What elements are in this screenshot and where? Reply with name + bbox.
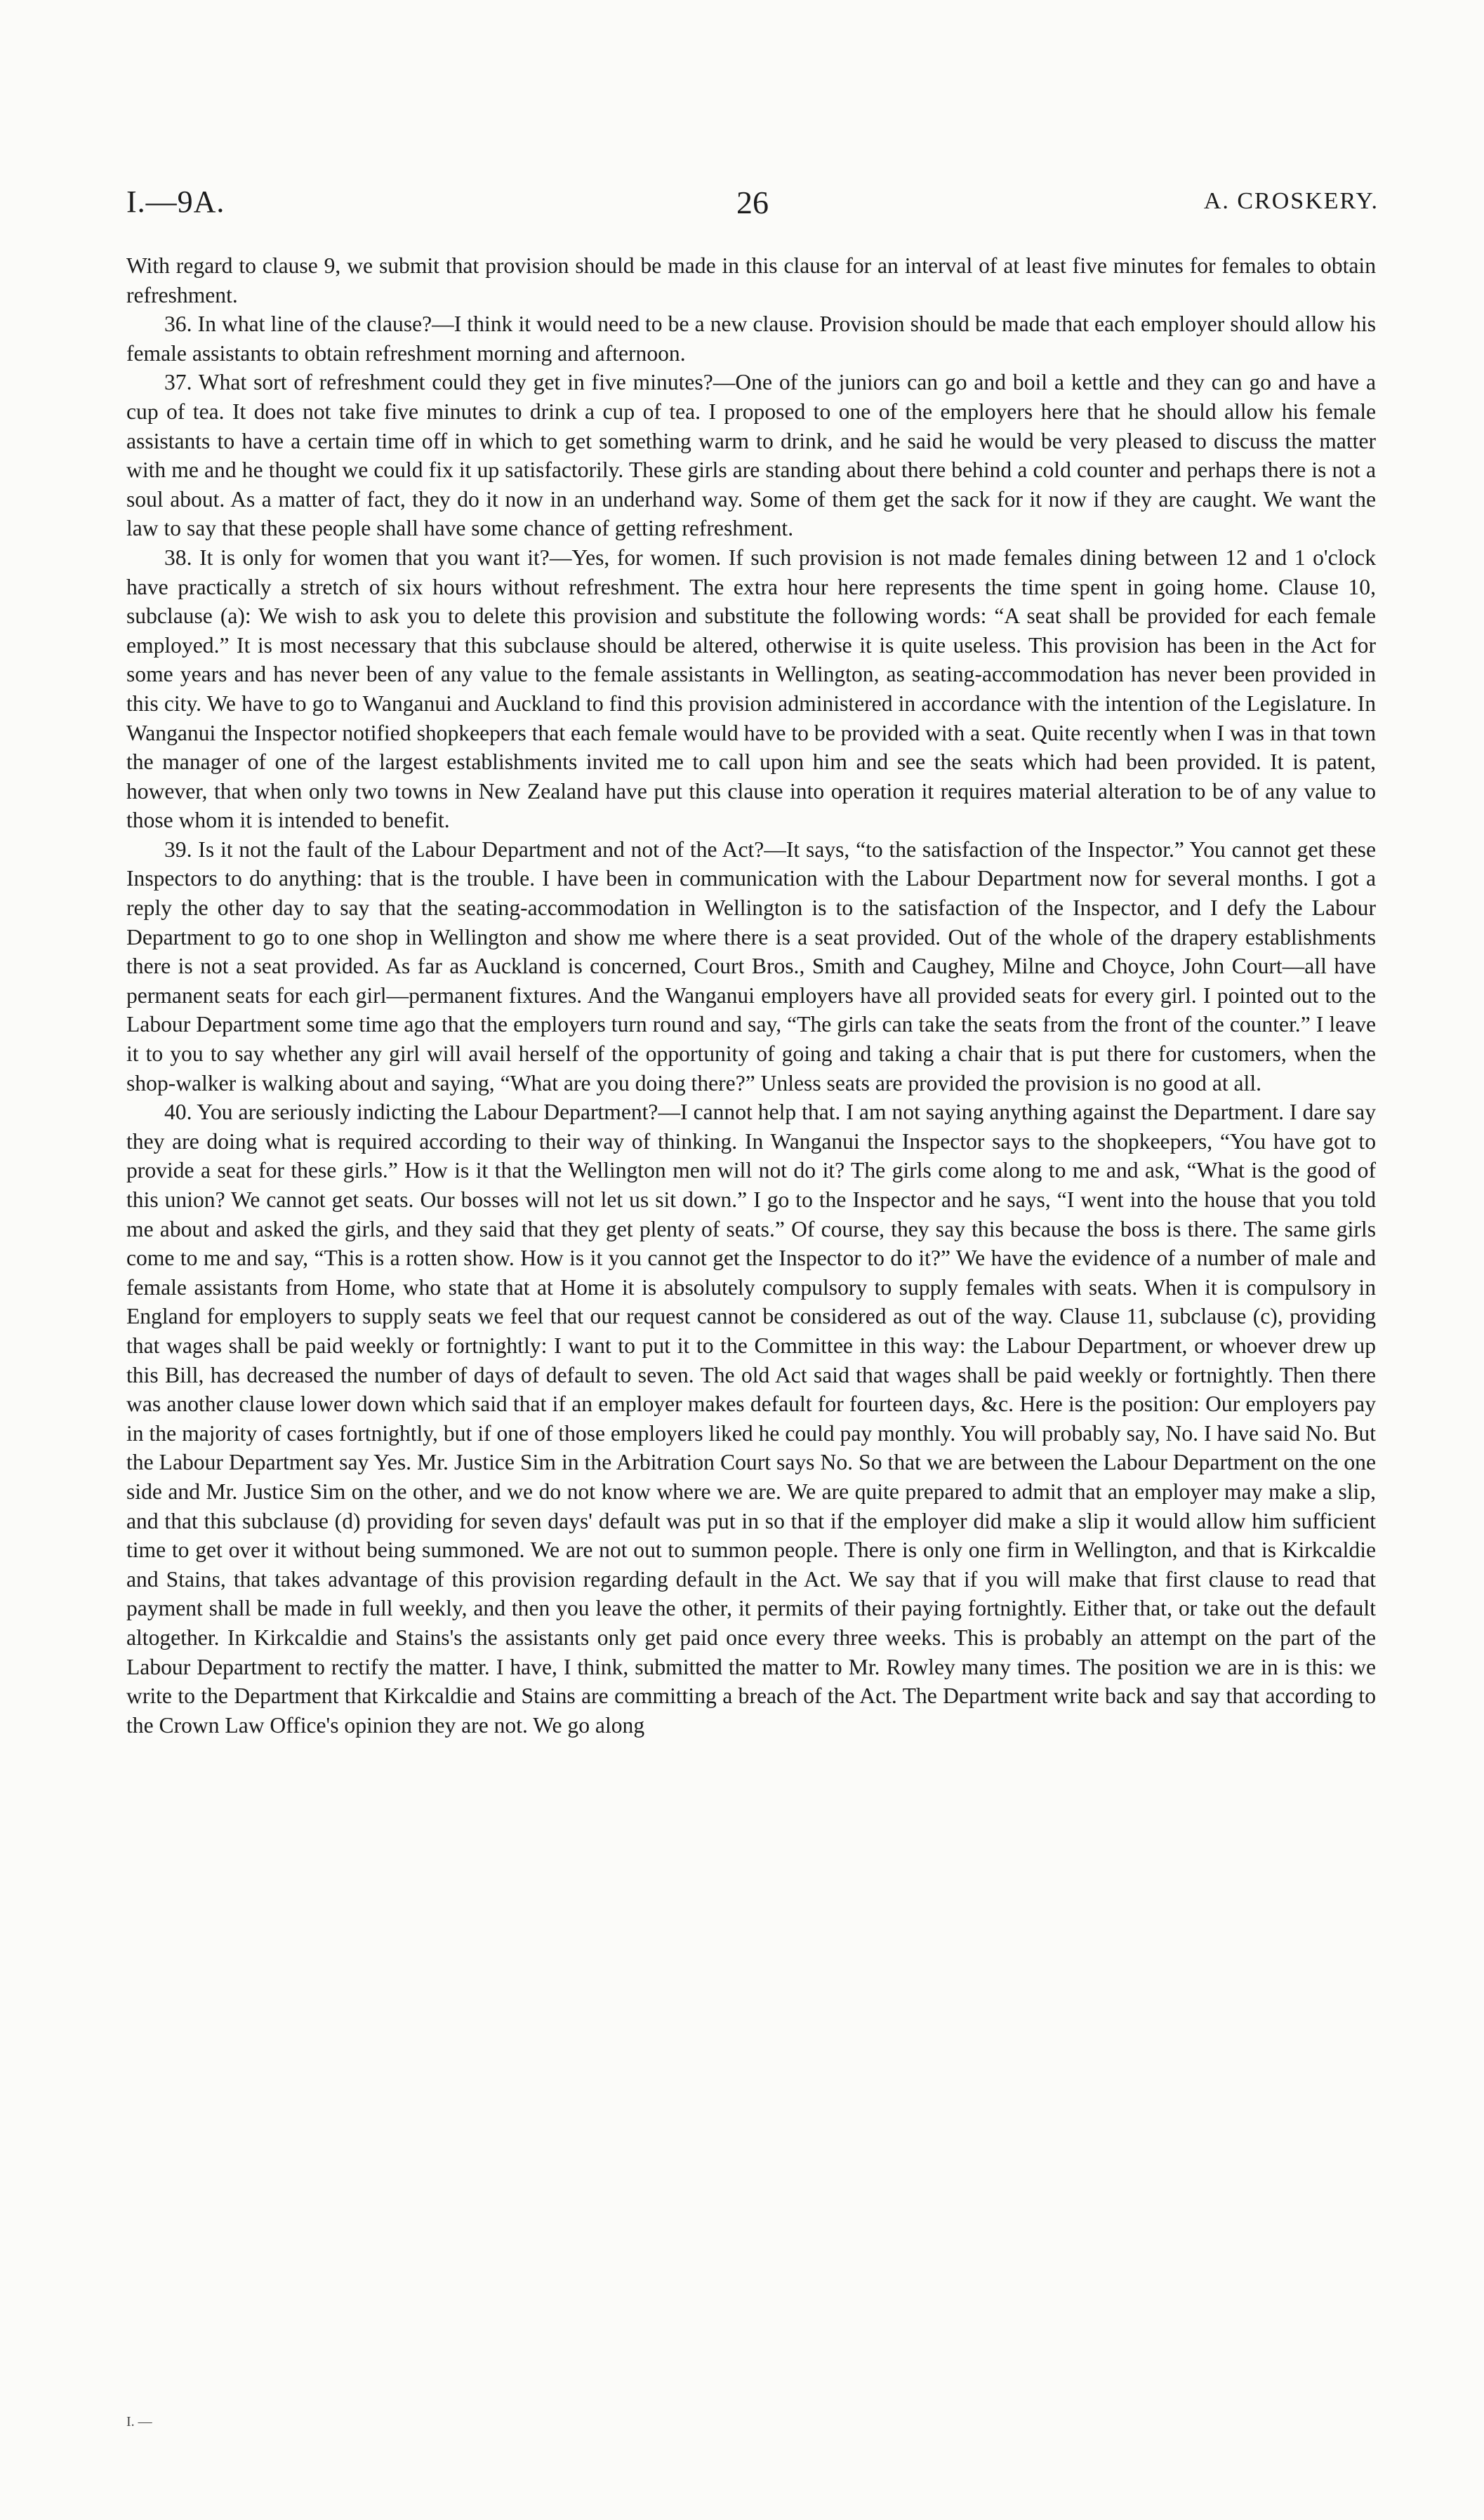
witness-name: A. CROSKERY.: [1203, 188, 1379, 214]
paragraph-37: 37. What sort of refreshment could they get in five minutes?—One of the juniors can go and boil a kettle and they can go and have a cup of tea. It does not take five minutes to drink a cup of tea. I proposed to one of the employers here that he should allow his female assistants to have a certain time off in which to get something warm to drink, and he said he would be very pleased to discuss the matter with me and he thought we could fix it up satisfactorily. These girls are standing about there behind a cold counter and perhaps there is not a soul about. As a matter of fact, they do it now in an underhand way. Some of them get the sack for it now if they are caught. We want the law to say that these people shall have some chance of getting refreshment.: [126, 370, 1376, 541]
paragraph-40: 40. You are seriously indicting the Labour Department?—I cannot help that. I am not saying anything against the Department. I dare say they are doing what is required according to their way of thinking. In Wanganui the Inspector says to the shopkeepers, “You have got to provide a seat for these girls.” How is it that the Wellington men will not do it? The girls come along to me and ask, “What is the good of this union? We cannot get seats. Our bosses will not let us sit down.” I go to the Inspector and he says, “I went into the house that you told me about and asked the girls, and they said that they get plenty of seats.” Of course, they say this because the boss is there. The same girls come to me and say, “This is a rotten show. How is it you cannot get the Inspector to do it?” We have the evidence of a number of male and female assistants from Home, who state that at Home it is absolutely compulsory to supply females with seats. When it is compulsory in England for employers to supply seats we feel that our request cannot be considered as out of the way. Clause 11, subclause (c), providing that wages shall be paid weekly or fortnightly: I want to put it to the Committee in this way: the Labour Department, or whoever drew up this Bill, has decreased the number of days of default to seven. The old Act said that wages shall be paid weekly or fortnightly. Then there was another clause lower down which said that if an employer makes default for fourteen days, &c. Here is the position: Our employers pay in the majority of cases fortnightly, but if one of those employers liked he could pay monthly. You will probably say, No. I have said No. But the Labour Department say Yes. Mr. Justice Sim in the Arbitration Court says No. So that we are between the Labour Department on the one side and Mr. Justice Sim on the other, and we do not know where we are. We are quite prepared to admit that an employer may make a slip, and that this subclause (d) providing for seven days' default was put in so that if the employer did make a slip it would allow him sufficient time to get over it without being summoned. We are not out to summon people. There is only one firm in Wellington, and that is Kirkcaldie and Stains, that takes advantage of this provision regarding default in the Act. We say that if you will make that first clause to read that payment shall be made in full weekly, and then you leave the other, it permits of their paying fortnightly. Either that, or take out the default altogether. In Kirkcaldie and Stains's the assistants only get paid once every three weeks. This is probably an attempt on the part of the Labour Department to rectify the matter. I have, I think, submitted the matter to Mr. Rowley many times. The position we are in is this: we write to the Department that Kirkcaldie and Stains are committing a breach of the Act. The Department write back and say that according to the Crown Law Office's opinion they are not. We go along: [126, 1100, 1376, 1738]
paragraph-38: 38. It is only for women that you want it?—Yes, for women. If such provision is not made females dining between 12 and 1 o'clock have practically a stretch of six hours without refreshment. The extra hour here represents the time spent in going home. Clause 10, subclause (a): We wish to ask you to delete this provision and substitute the following words: “A seat shall be provided for each female employed.” It is most necessary that this subclause should be altered, otherwise it is quite useless. This provision has been in the Act for some years and has never been of any value to the female assistants in Wellington, as seating-accommodation has never been provided in this city. We have to go to Wanganui and Auckland to find this provision administered in accordance with the intention of the Legislature. In Wanganui the Inspector notified shopkeepers that each female would have to be provided with a seat. Quite recently when I was in that town the manager of one of the largest establishments invited me to call upon him and see the seats which had been provided. It is patent, however, that when only two towns in New Zealand have put this clause into operation it requires material alteration to be of any value to those whom it is intended to benefit.: [126, 545, 1376, 833]
footer-mark: I. —: [126, 2414, 152, 2429]
page-number: 26: [736, 185, 769, 220]
paragraph-intro: With regard to clause 9, we submit that provision should be made in this clause for an interval of at least five minutes for females to obtain refreshment.: [126, 253, 1376, 307]
paragraph-39: 39. Is it not the fault of the Labour Department and not of the Act?—It says, “to the satisfaction of the Inspector.” You cannot get these Inspectors to do anything: that is the trouble. I have been in communication with the Labour Department now for several months. I got a reply the other day to say that the seating-accommodation in Wellington is to the satisfaction of the Inspector, and I defy the Labour Department to go to one shop in Wellington and show me where there is a seat provided. Out of the whole of the drapery establishments there is not a seat provided. As far as Auckland is concerned, Court Bros., Smith and Caughey, Milne and Choyce, John Court—all have permanent seats for each girl—permanent fixtures. And the Wanganui employers have all provided seats for every girl. I pointed out to the Labour Department some time ago that the employers turn round and say, “The girls can take the seats from the front of the counter.” I leave it to you to say whether any girl will avail herself of the opportunity of going and taking a chair that is put there for customers, when the shop-walker is walking about and saying, “What are you doing there?” Unless seats are provided the provision is no good at all.: [126, 836, 1376, 1095]
page-header: [126, 184, 1379, 223]
body-text: [126, 251, 1376, 1740]
paper-reference: I.—9A.: [126, 185, 225, 219]
paragraph-36: 36. In what line of the clause?—I think it would need to be a new clause. Provision should be made that each employer should allow his female assistants to obtain refreshment morning and afternoon.: [126, 312, 1376, 366]
